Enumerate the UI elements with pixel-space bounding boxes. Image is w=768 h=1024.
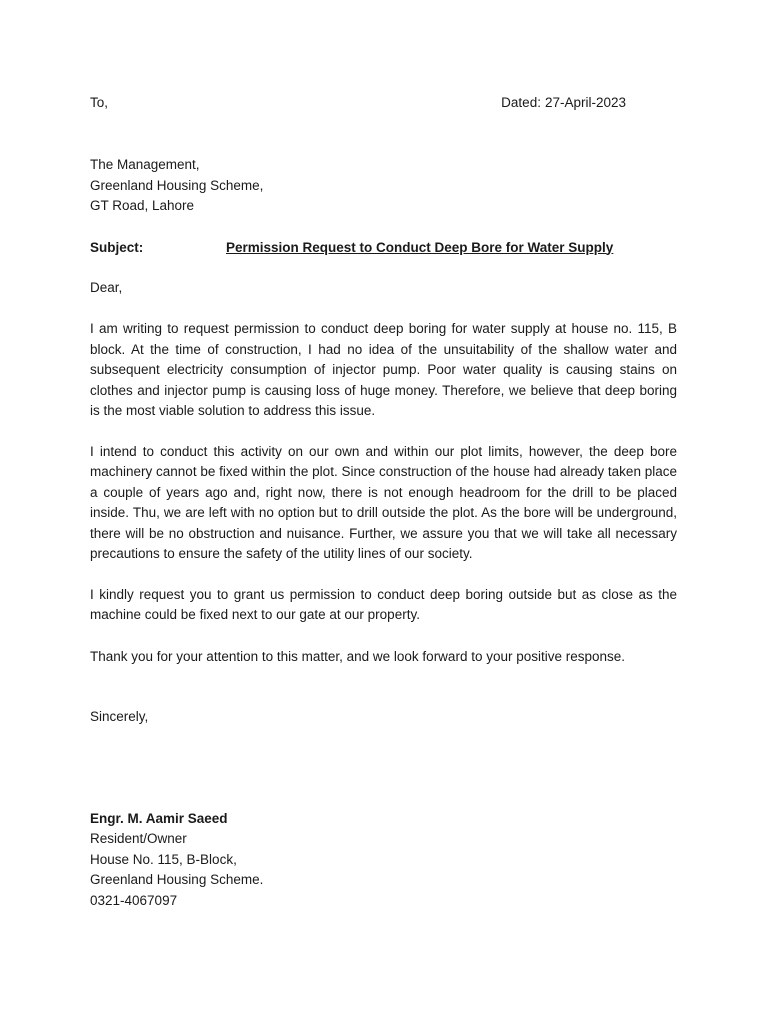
recipient-line: Greenland Housing Scheme, — [90, 177, 264, 193]
signature-block — [90, 809, 677, 912]
recipient-address — [90, 155, 677, 217]
signer-address-line: Greenland Housing Scheme. — [90, 872, 264, 887]
body-paragraph: Thank you for your attention to this matter, and we look forward to your positive response. — [90, 648, 626, 664]
signer-name: Engr. M. Aamir Saeed — [90, 810, 228, 826]
recipient-line: GT Road, Lahore — [90, 198, 195, 213]
to-label: To, — [90, 95, 109, 110]
signer-phone: 0321-4067097 — [90, 892, 178, 908]
date-value: 27-April-2023 — [544, 95, 626, 110]
recipient-line: The Management, — [90, 157, 200, 172]
body-paragraph: I am writing to request permission to conduct deep boring for water supply at house no. 115, B block. At the time of construction, I had no idea of the unsuitability of the shallow water and subsequent electricity consumption of injector pump. Poor water quality is causing stains on clothes and injector pump is causing loss of huge money. Therefore, we believe that deep boring is the most viable solution to address this issue. — [90, 321, 677, 418]
body-paragraph: I kindly request you to grant us permission to conduct deep boring outside but as close as the machine could be fixed next to our gate at our property. — [90, 586, 677, 622]
body-paragraph: I intend to conduct this activity on our own and within our plot limits, however, the deep bore machinery cannot be fixed within the plot. Since construction of the house had already taken place a couple of years ago and, right now, there is not enough headroom for the drill to be placed inside. Thu, we are left with no option but to drill outside the plot. As the bore will be underground, there will be no obstruction and nuisance. Further, we assure you that we will take all necessary precautions to ensure the safety of the utility lines of our society. — [90, 443, 677, 561]
salutation: Dear, — [90, 279, 123, 295]
subject-text: Permission Request to Conduct Deep Bore for Water Supply — [226, 239, 614, 255]
letter-header-row — [90, 92, 677, 113]
date-label: Dated: — [501, 95, 541, 110]
date-line — [501, 92, 626, 113]
subject-line — [90, 238, 677, 258]
signer-address-line: House No. 115, B-Block, — [90, 851, 237, 867]
subject-label: Subject: — [90, 239, 144, 255]
letter-page — [90, 92, 677, 911]
signer-title: Resident/Owner — [90, 831, 187, 846]
closing: Sincerely, — [90, 709, 149, 724]
